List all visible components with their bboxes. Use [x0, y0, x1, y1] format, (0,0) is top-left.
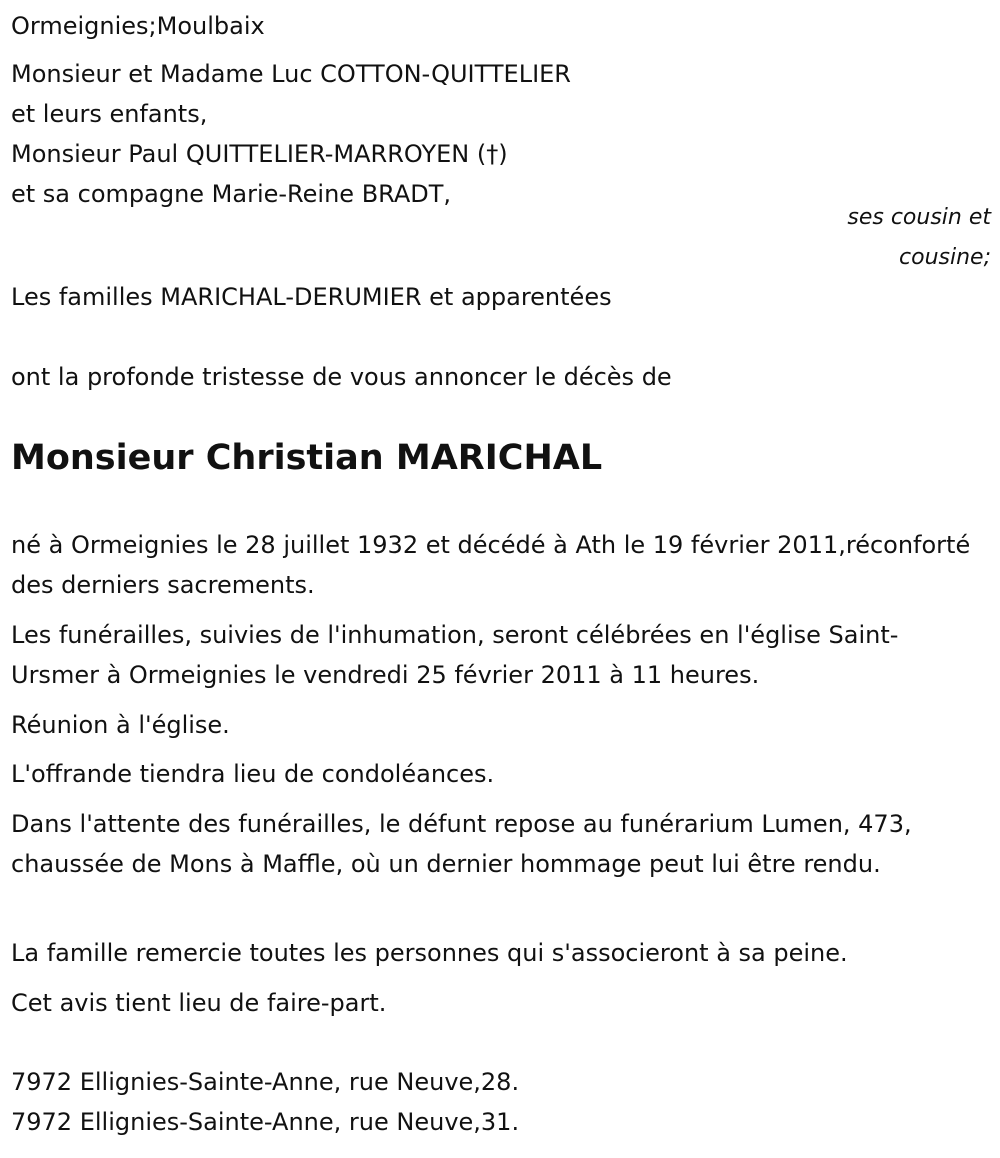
family-line-children: et leurs enfants,: [11, 100, 208, 128]
family-line-cotton-quittelier: Monsieur et Madame Luc COTTON-QUITTELIER: [11, 60, 571, 88]
announcement-intro: ont la profonde tristesse de vous annoncer le décès de: [11, 363, 672, 391]
meeting-line: Réunion à l'église.: [11, 711, 230, 739]
family-line-companion: et sa compagne Marie-Reine BRADT,: [11, 180, 452, 208]
funeral-paragraph: Les funérailles, suivies de l'inhumation, seront célébrées en l'église Saint-Ursmer à Ormeignies le vendredi 25 février 2011 à 11 heures.: [11, 621, 899, 689]
address-line-2: 7972 Ellignies-Sainte-Anne, rue Neuve,31.: [11, 1108, 520, 1136]
birth-death-paragraph: né à Ormeignies le 28 juillet 1932 et décédé à Ath le 19 février 2011,réconforté des derniers sacrements.: [11, 531, 971, 599]
relation-note: [691, 198, 991, 278]
relation-note-line1: ses cousin et: [847, 205, 991, 230]
offering-line: L'offrande tiendra lieu de condoléances.: [11, 760, 495, 788]
address-line-1: 7972 Ellignies-Sainte-Anne, rue Neuve,28.: [11, 1068, 520, 1096]
family-line-paul-quittelier: Monsieur Paul QUITTELIER-MARROYEN (†): [11, 140, 508, 168]
thanks-line: La famille remercie toutes les personnes qui s'associeront à sa peine.: [11, 939, 848, 967]
deceased-name: Monsieur Christian MARICHAL: [11, 438, 603, 478]
notice-line: Cet avis tient lieu de faire-part.: [11, 989, 387, 1017]
location-header: Ormeignies;Moulbaix: [11, 12, 265, 40]
family-line-marichal-derumier: Les familles MARICHAL-DERUMIER et apparentées: [11, 283, 612, 311]
relation-note-line2: cousine;: [899, 245, 991, 270]
repose-paragraph: Dans l'attente des funérailles, le défunt repose au funérarium Lumen, 473, chaussée de Mons à Maffle, où un dernier hommage peut lui être rendu.: [11, 810, 912, 878]
